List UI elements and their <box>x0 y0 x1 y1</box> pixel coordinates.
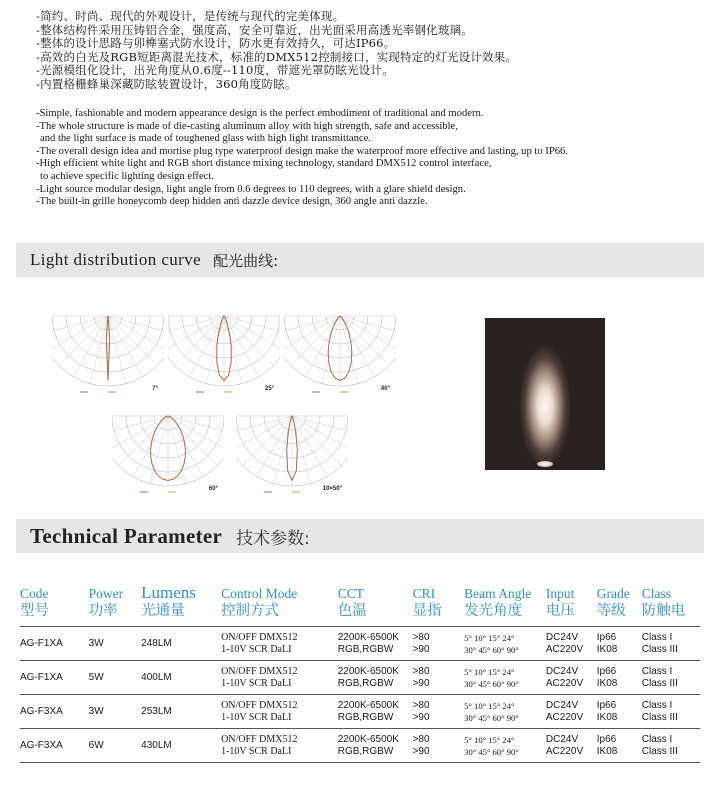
cell-line: Class I <box>641 699 673 711</box>
polar-grid-ray <box>59 316 108 365</box>
features-cn-list <box>36 10 696 92</box>
cell-line: ON/OFF DMX512 <box>221 631 298 643</box>
cell-line: >80 <box>412 699 430 711</box>
cell-line: ON/OFF DMX512 <box>221 699 298 711</box>
cell-cri <box>413 729 465 763</box>
cell-grade <box>597 729 642 763</box>
table-header-cell <box>464 584 546 627</box>
feature-en-line: -The whole structure is made of die-casting aluminum alloy with high strength, safe and accessible, <box>36 120 458 132</box>
cell-lumens: 253LM <box>141 695 221 729</box>
cell-cct <box>338 661 413 695</box>
feature-en-line: -The built-in grille honeycomb deep hidden anti dazzle device design, 360 angle anti dazzle. <box>36 196 428 208</box>
header-cn: 色温 <box>337 603 367 619</box>
polar-angle-label: 7° <box>152 386 158 392</box>
cell-power: 3W <box>89 627 142 661</box>
polar-grid-ray <box>340 316 389 365</box>
header-en: Grade <box>596 586 630 601</box>
polar-angle-label: 10×50° <box>322 486 342 492</box>
cell-code: AG-F3XA <box>20 695 89 729</box>
cell-line: DC24V <box>545 665 579 677</box>
cell-line: 2200K-6500K <box>337 733 399 745</box>
cell-line: >90 <box>412 677 430 689</box>
cell-control <box>221 627 338 661</box>
cell-line: DC24V <box>545 631 579 643</box>
cell-line: 2200K-6500K <box>337 699 399 711</box>
feature-cn-line: -内置格栅蜂巢深藏防眩装置设计，360角度防眩。 <box>36 76 297 91</box>
table-header-cell <box>221 584 338 627</box>
header-cn: 功率 <box>88 603 118 619</box>
cell-cct <box>338 729 413 763</box>
cell-class <box>642 661 700 695</box>
table-header-cell <box>642 584 700 627</box>
cell-line: AC220V <box>545 711 584 723</box>
polar-grid-ray <box>340 316 358 384</box>
cell-beam <box>464 729 546 763</box>
polar-grid-ray <box>108 316 157 365</box>
table-row <box>20 661 700 695</box>
cell-lumens: 400LM <box>141 661 221 695</box>
cell-class <box>642 627 700 661</box>
header-en: Input <box>545 586 575 601</box>
header-en: Beam Angle <box>464 586 532 601</box>
header-en: Code <box>20 586 49 601</box>
technical-parameter-title: Technical Parameter <box>30 523 223 548</box>
cell-cri <box>413 695 465 729</box>
cell-line: Ip66 <box>596 699 617 711</box>
light-distribution-header <box>16 243 704 277</box>
header-cn: 控制方式 <box>221 603 280 619</box>
cell-line: ON/OFF DMX512 <box>221 733 298 745</box>
feature-en-line: -Simple, fashionable and modern appearance design is the perfect embodiment of traditional and modern. <box>36 108 484 119</box>
technical-parameter-header <box>16 519 704 553</box>
header-cn: 电压 <box>545 603 575 619</box>
cell-line: Ip66 <box>596 733 617 745</box>
polar-chart-svg <box>168 298 280 398</box>
cell-class <box>642 729 700 763</box>
header-cn: 发光角度 <box>464 603 523 619</box>
cell-line: AC220V <box>545 643 584 655</box>
cell-line: Ip66 <box>596 665 617 677</box>
polar-grid-ray <box>168 416 186 484</box>
cell-line: ON/OFF DMX512 <box>221 665 298 677</box>
cell-line: 5° 10° 15° 24° <box>464 700 515 711</box>
cell-line: AC220V <box>545 677 584 689</box>
feature-cn-line: -整体的设计思路与卯榫塞式防水设计，防水更有效持久，可达IP66。 <box>36 36 396 51</box>
cell-lumens: 248LM <box>141 627 221 661</box>
cell-line: IK08 <box>596 711 618 723</box>
cell-line: >80 <box>412 665 430 677</box>
table-header-cell <box>597 584 642 627</box>
cell-grade <box>597 695 642 729</box>
cell-line: Class I <box>641 733 673 745</box>
table-header-cell <box>546 584 597 627</box>
beam-photo <box>485 318 605 470</box>
polar-grid-ray <box>108 316 143 377</box>
header-cn: 显指 <box>412 603 442 619</box>
cell-line: RGB,RGBW <box>337 643 394 655</box>
header-cn: 等级 <box>596 603 626 619</box>
cell-line: 30° 45° 60° 90° <box>464 746 519 757</box>
feature-cn-line: -高效的白光及RGB短距离混光技术，标准的DMX512控制接口，实现特定的灯光设计效果。 <box>36 49 518 64</box>
cell-input <box>546 627 597 661</box>
header-en: Control Mode <box>221 586 298 601</box>
table-header-cell <box>141 584 221 627</box>
table-header-row <box>20 584 700 627</box>
cell-line: RGB,RGBW <box>337 677 394 689</box>
polar-grid-ray <box>206 316 224 384</box>
cell-cct <box>338 627 413 661</box>
table-header-cell <box>89 584 142 627</box>
cell-line: 30° 45° 60° 90° <box>464 644 519 655</box>
features-en-list <box>36 108 706 209</box>
header-cn: 光通量 <box>141 603 185 619</box>
cell-class <box>642 695 700 729</box>
polar-grid-ray <box>150 416 168 484</box>
polar-grid-ray <box>73 316 108 377</box>
polar-chart-7 <box>52 298 164 398</box>
feature-cn-line: -光源模组化设计，出光角度从0.6度--110度，带遮光罩防眩光设计。 <box>36 63 394 78</box>
cell-line: DC24V <box>545 699 579 711</box>
feature-cn-line: -整体结构件采用压铸铝合金，强度高，安全可靠近，出光面采用高透光率钢化玻璃。 <box>36 22 473 37</box>
cell-line: Class I <box>641 631 673 643</box>
polar-grid-ray <box>224 316 259 377</box>
cell-cri <box>413 661 465 695</box>
cell-grade <box>597 661 642 695</box>
cell-input <box>546 661 597 695</box>
header-en: Power <box>88 586 124 601</box>
cell-line: 30° 45° 60° 90° <box>464 678 519 689</box>
feature-cn-line: -简约、时尚、现代的外观设计，是传统与现代的完美体现。 <box>36 9 345 23</box>
cell-control <box>221 695 338 729</box>
cell-line: >90 <box>412 711 430 723</box>
polar-grid-ray <box>168 416 217 465</box>
polar-grid-ray <box>90 316 108 384</box>
cell-control <box>221 661 338 695</box>
cell-line: 1-10V SCR DaLI <box>221 677 292 689</box>
cell-beam <box>464 695 546 729</box>
cell-line: Class III <box>641 711 678 723</box>
feature-en-line: -The overall design idea and mortise plug type waterproof design make the waterproof more effective and lasting, up to IP66. <box>36 145 568 157</box>
cell-line: 2200K-6500K <box>337 631 399 643</box>
cell-line: >80 <box>412 631 430 643</box>
polar-grid-ray <box>322 316 340 384</box>
header-cn: 防触电 <box>641 603 686 619</box>
feature-en-line: -High efficient white light and RGB short distance mixing technology, standard DMX512 control interface, <box>36 158 492 170</box>
cell-code: AG-F3XA <box>20 729 89 763</box>
table-row <box>20 627 700 661</box>
polar-angle-label: 40° <box>380 386 390 392</box>
table-row <box>20 695 700 729</box>
header-en: Lumens <box>141 583 196 602</box>
polar-grid-ray <box>224 316 242 384</box>
polar-chart-svg <box>284 298 396 398</box>
polar-chart-svg <box>52 298 164 398</box>
cell-line: IK08 <box>596 677 618 689</box>
cell-control <box>221 729 338 763</box>
cell-code: AG-F1XA <box>20 627 89 661</box>
cell-code: AG-F1XA <box>20 661 89 695</box>
cell-line: AC220V <box>545 745 584 757</box>
cell-line: RGB,RGBW <box>337 745 394 757</box>
cell-power: 3W <box>89 695 142 729</box>
cell-cct <box>338 695 413 729</box>
cell-line: 5° 10° 15° 24° <box>464 632 515 643</box>
technical-parameter-title-cn: 技术参数: <box>236 528 310 549</box>
cell-line: Class I <box>641 665 673 677</box>
polar-grid-ray <box>340 316 375 377</box>
cell-line: IK08 <box>596 745 618 757</box>
fixture-glow <box>537 461 553 467</box>
light-distribution-title: Light distribution curve <box>30 250 202 269</box>
polar-grid-ray <box>292 416 341 465</box>
header-en: Class <box>641 586 672 601</box>
cell-grade <box>597 627 642 661</box>
cell-input <box>546 729 597 763</box>
feature-en-line: -Light source modular design, light angle from 0.6 degrees to 110 degrees, with a glare shield design. <box>36 183 466 195</box>
cell-line: 2200K-6500K <box>337 665 399 677</box>
polar-chart-25 <box>168 298 280 398</box>
cell-line: RGB,RGBW <box>337 711 394 723</box>
cell-line: Class III <box>641 677 678 689</box>
feature-en-line: and the light surface is made of toughened glass with high light transmittance. <box>40 133 371 145</box>
polar-chart-60 <box>112 398 224 498</box>
polar-grid-ray <box>305 316 340 377</box>
cell-line: 1-10V SCR DaLI <box>221 643 292 655</box>
polar-angle-label: 60° <box>208 486 218 492</box>
table-header-cell <box>20 584 89 627</box>
polar-grid-ray <box>189 316 224 377</box>
cell-line: Ip66 <box>596 631 617 643</box>
polar-chart-svg <box>236 398 348 498</box>
light-distribution-title-cn: 配光曲线: <box>213 251 279 270</box>
cell-line: 5° 10° 15° 24° <box>464 734 515 745</box>
cell-line: >90 <box>412 643 430 655</box>
cell-power: 6W <box>89 729 142 763</box>
cell-line: Class III <box>641 745 678 757</box>
cell-input <box>546 695 597 729</box>
cell-power: 5W <box>89 661 142 695</box>
spec-table <box>20 584 700 763</box>
cell-line: Class III <box>641 643 678 655</box>
table-header-cell <box>413 584 465 627</box>
cell-beam <box>464 627 546 661</box>
cell-line: 1-10V SCR DaLI <box>221 745 292 757</box>
header-en: CRI <box>412 586 436 601</box>
polar-chart-svg <box>112 398 224 498</box>
cell-line: 5° 10° 15° 24° <box>464 666 515 677</box>
cell-beam <box>464 661 546 695</box>
polar-grid-ray <box>119 416 168 465</box>
table-row <box>20 729 700 763</box>
cell-line: IK08 <box>596 643 618 655</box>
polar-grid-ray <box>108 316 126 384</box>
polar-angle-label: 25° <box>264 386 274 392</box>
polar-chart-10x50 <box>236 398 348 498</box>
polar-grid-ray <box>243 416 292 465</box>
cell-lumens: 430LM <box>141 729 221 763</box>
cell-line: >90 <box>412 745 430 757</box>
header-cn: 型号 <box>20 603 49 619</box>
polar-grid-ray <box>291 316 340 365</box>
cell-line: DC24V <box>545 733 579 745</box>
feature-en-line: to achieve specific lighting design effect. <box>40 170 214 182</box>
cell-line: >80 <box>412 733 430 745</box>
header-en: CCT <box>337 586 364 601</box>
cell-line: 1-10V SCR DaLI <box>221 711 292 723</box>
polar-chart-40 <box>284 298 396 398</box>
table-header-cell <box>338 584 413 627</box>
cell-cri <box>413 627 465 661</box>
cell-line: 30° 45° 60° 90° <box>464 712 519 723</box>
